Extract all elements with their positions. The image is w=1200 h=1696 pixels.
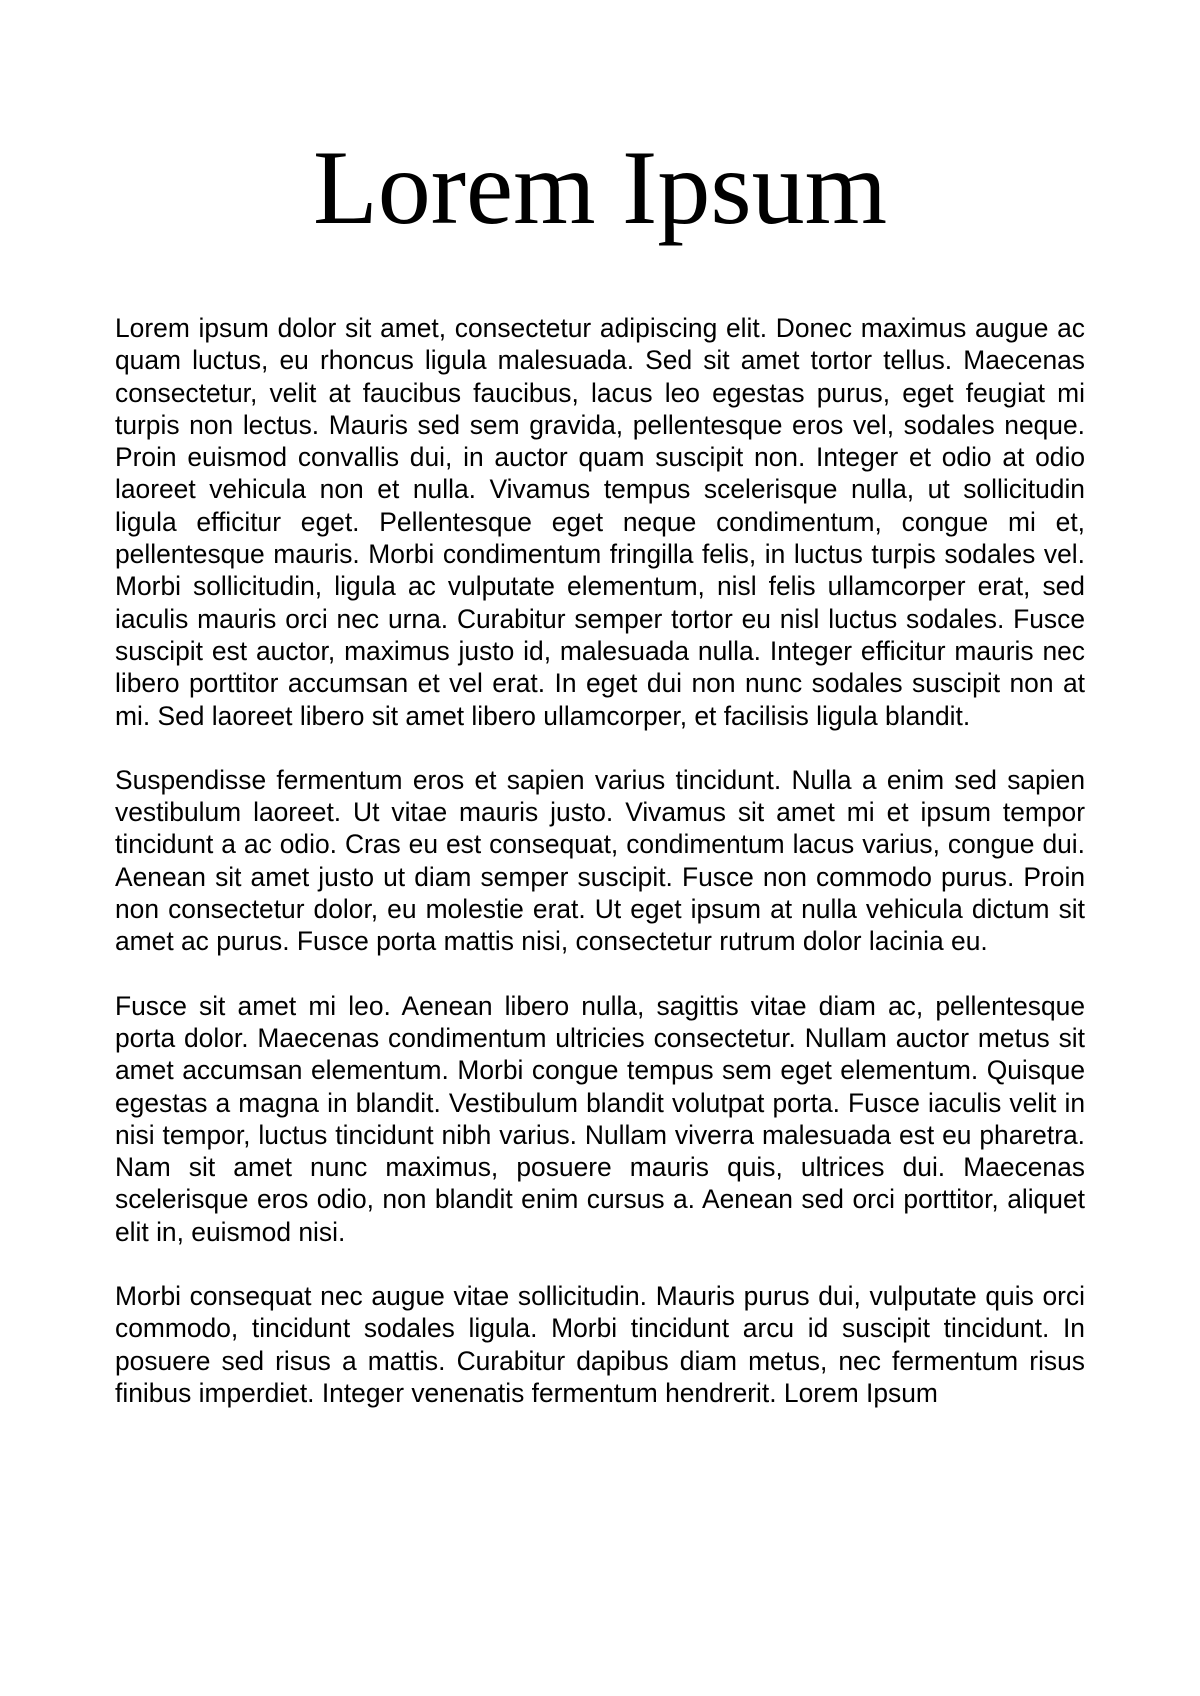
document-title: Lorem Ipsum xyxy=(312,129,888,246)
paragraph-1: Lorem ipsum dolor sit amet, consectetur adipiscing elit. Donec maximus augue ac quam luctus, eu rhoncus ligula malesuada. Sed sit amet tortor tellus. Maecenas consectetur, velit at faucibus faucibus, lacus leo egestas purus, eget feugiat mi turpis non lectus. Mauris sed sem gravida, pellentesque eros vel, sodales neque. Proin euismod convallis dui, in auctor quam suscipit non. Integer et odio at odio laoreet vehicula non et nulla. Vivamus tempus scelerisque nulla, ut sollicitudin ligula efficitur eget. Pellentesque eget neque condimentum, congue mi et, pellentesque mauris. Morbi condimentum fringilla felis, in luctus turpis sodales vel. Morbi sollicitudin, ligula ac vulputate elementum, nisl felis ullamcorper erat, sed iaculis mauris orci nec urna. Curabitur semper tortor eu nisl luctus sodales. Fusce suscipit est auctor, maximus justo id, malesuada nulla. Integer efficitur mauris nec libero porttitor accumsan et vel erat. In eget dui non nunc sodales suscipit non at mi. Sed laoreet libero sit amet libero ullamcorper, et facilisis ligula blandit. xyxy=(115,313,1085,731)
paragraph-3: Fusce sit amet mi leo. Aenean libero nulla, sagittis vitae diam ac, pellentesque porta dolor. Maecenas condimentum ultricies consectetur. Nullam auctor metus sit amet accumsan elementum. Morbi congue tempus sem eget elementum. Quisque egestas a magna in blandit. Vestibulum blandit volutpat porta. Fusce iaculis velit in nisi tempor, luctus tincidunt nibh varius. Nullam viverra malesuada est eu pharetra. Nam sit amet nunc maximus, posuere mauris quis, ultrices dui. Maecenas scelerisque eros odio, non blandit enim cursus a. Aenean sed orci porttitor, aliquet elit in, euismod nisi. xyxy=(115,990,1085,1247)
paragraph-2: Suspendisse fermentum eros et sapien varius tincidunt. Nulla a enim sed sapien vestibulum laoreet. Ut vitae mauris justo. Vivamus sit amet mi et ipsum tempor tincidunt a ac odio. Cras eu est consequat, condimentum lacus varius, congue dui. Aenean sit amet justo ut diam semper suscipit. Fusce non commodo purus. Proin non consectetur dolor, eu molestie erat. Ut eget ipsum at nulla vehicula dictum sit amet ac purus. Fusce porta mattis nisi, consectetur rutrum dolor lacinia eu. xyxy=(115,764,1085,957)
paragraph-4: Morbi consequat nec augue vitae sollicitudin. Mauris purus dui, vulputate quis orci commodo, tincidunt sodales ligula. Morbi tincidunt arcu id suscipit tincidunt. In posuere sed risus a mattis. Curabitur dapibus diam metus, nec fermentum risus finibus imperdiet. Integer venenatis fermentum hendrerit. Lorem Ipsum xyxy=(115,1281,1085,1408)
document-body xyxy=(115,312,1085,1441)
